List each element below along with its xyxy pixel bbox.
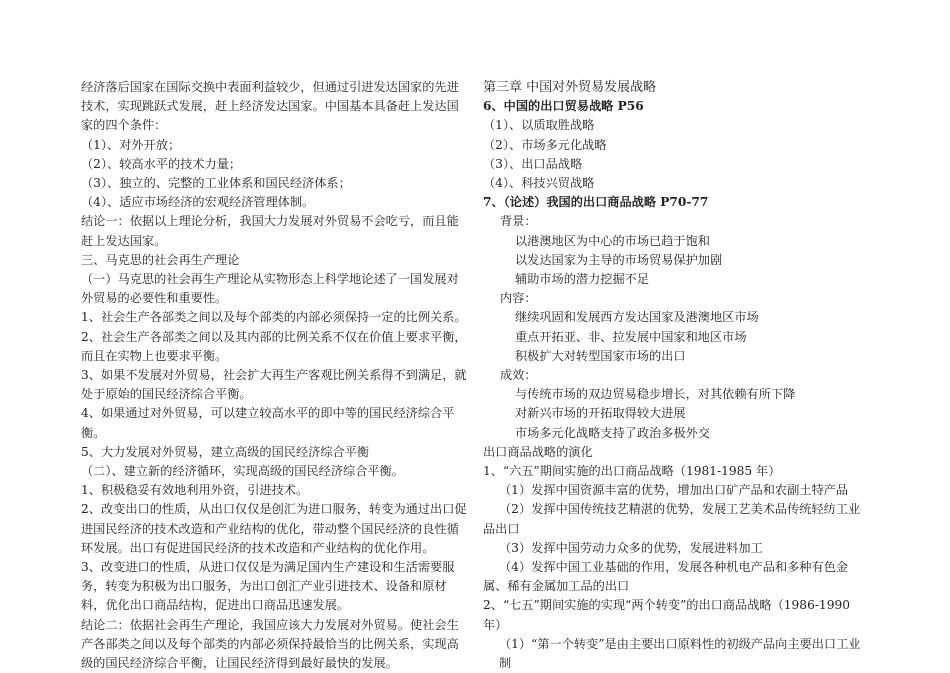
- export-strategy-3: （3）、出口品战略: [483, 156, 583, 171]
- effect-label: 成效：: [500, 368, 537, 383]
- section-three-heading: 三、马克思的社会再生产理论: [81, 252, 240, 267]
- export-strategy-1: （1）、以质取胜战略: [483, 118, 595, 133]
- effect-item-1: 与传统市场的双边贸易稳步增长，对其依赖有所下降: [515, 387, 796, 402]
- point-4: 4、如果通过对外贸易，可以建立较高水平的即中等的国民经济综合平衡。: [81, 406, 455, 440]
- effect-item-2: 对新兴市场的开拓取得较大进展: [515, 406, 686, 421]
- condition-2: （2）、较高水平的技术力量；: [81, 156, 242, 171]
- condition-1: （1）、对外开放；: [81, 137, 181, 152]
- content-label: 内容：: [500, 291, 537, 306]
- heading-export-commodity-strategy: 7、（论述）我国的出口商品战略 P70-77: [483, 195, 709, 210]
- subsection-two: （二）、建立新的经济循环，实现高级的国民经济综合平衡。: [81, 464, 404, 479]
- point-5: 5、大力发展对外贸易，建立高级的国民经济综合平衡: [81, 444, 370, 459]
- content-item-2: 重点开拓亚、非、拉发展中国家和地区市场: [515, 329, 747, 344]
- conclusion-two: 结论二：依据社会再生产理论，我国应该大力发展对外贸易。使社会生产各部类之间以及每个部类的内部必须保持最恰当的比例关系，实现高级的国民经济综合平衡，让国民经济得到最好最快的发展。: [81, 617, 459, 671]
- point-3: 3、如果不发展对外贸易，社会扩大再生产客观比例关系得不到满足，就处于原始的国民经济综合平衡。: [81, 368, 467, 402]
- export-strategy-2: （2）、市场多元化战略: [483, 137, 607, 152]
- sixth-item-4-text: （4）发挥中国工业基础的作用，发展各种机电产品和多种有色金属、稀有金属加工品的出口: [483, 560, 849, 594]
- content-item-1: 继续巩固和发展西方发达国家及港澳地区市场: [515, 310, 759, 325]
- condition-4: （4）、适应市场经济的宏观经济管理体制。: [81, 195, 315, 210]
- chapter-heading: 第三章 中国对外贸易发展战略: [483, 80, 657, 95]
- sixth-item-2-text: （2）发挥中国传统技艺精湛的优势，发展工艺美术品传统轻纺工业品出口: [483, 502, 861, 536]
- measure-1: 1、积极稳妥有效地利用外资，引进技术。: [81, 483, 309, 498]
- condition-3: （3）、独立的、完整的工业体系和国民经济体系；: [81, 176, 351, 191]
- point-1: 1、社会生产各部类之间以及每个部类的内部必须保持一定的比例关系。: [81, 310, 467, 325]
- left-column: [81, 78, 467, 673]
- sixth-item-1: （1）发挥中国资源丰富的优势，增加出口矿产品和农副土特产品: [499, 483, 849, 498]
- measure-2: 2、改变出口的性质，从出口仅仅是创汇为进口服务，转变为通过出口促进国民经济的技术改造和产业结构的优化，带动整个国民经济的良性循环发展。出口有促进国民经济的技术改造和产业结构的优化作用。: [81, 502, 467, 555]
- seventh-five-year-heading: 2、“七五”期间实施的实现“两个转变”的出口商品战略（1986-1990 年）: [483, 598, 850, 632]
- conclusion-one: 结论一：依据以上理论分析，我国大力发展对外贸易不会吃亏，而且能赶上发达国家。: [81, 214, 459, 248]
- sixth-five-year-heading: 1、“六五”期间实施的出口商品战略（1981-1985 年）: [483, 464, 781, 479]
- sixth-item-2: [483, 500, 868, 538]
- subsection-one: （一）马克思的社会再生产理论从实物形态上科学地论述了一国发展对外贸易的必要性和重要性。: [81, 272, 459, 306]
- point-2: 2、社会生产各部类之间以及其内部的比例关系不仅在价值上要求平衡，而且在实物上也要求平衡。: [81, 329, 467, 363]
- background-item-3: 辅助市场的潜力挖掘不足: [515, 272, 650, 287]
- evolution-heading: 出口商品战略的演化: [483, 444, 593, 459]
- heading-export-strategy: 6、中国的出口贸易战略 P56: [483, 99, 644, 114]
- seventh-item-1: （1）“第一个转变”是由主要出口原料性的初级产品向主要出口工业制: [499, 636, 861, 671]
- export-strategy-4: （4）、科技兴贸战略: [483, 176, 595, 191]
- right-column: [483, 78, 868, 673]
- background-label: 背景：: [500, 214, 537, 229]
- background-item-2: 以发达国家为主导的市场贸易保护加剧: [515, 252, 723, 267]
- sixth-item-4: [483, 558, 868, 596]
- measure-3: 3、改变进口的性质，从进口仅仅是为满足国内生产建设和生活需要服务，转变为积极为出口服务，为出口创汇产业引进技术、设备和原材料，优化出口商品结构，促进出口商品迅速发展。: [81, 560, 455, 613]
- sixth-item-3: （3）发挥中国劳动力众多的优势，发展进料加工: [499, 540, 763, 555]
- content-item-3: 积极扩大对转型国家市场的出口: [515, 348, 686, 363]
- effect-item-3: 市场多元化战略支持了政治多极外交: [515, 425, 710, 440]
- background-item-1: 以港澳地区为中心的市场已趋于饱和: [515, 233, 710, 248]
- paragraph-catch-up: 经济落后国家在国际交换中表面利益较少，但通过引进发达国家的先进技术，实现跳跃式发展，赶上经济发达国家。中国基本具备赶上发达国家的四个条件：: [81, 80, 459, 133]
